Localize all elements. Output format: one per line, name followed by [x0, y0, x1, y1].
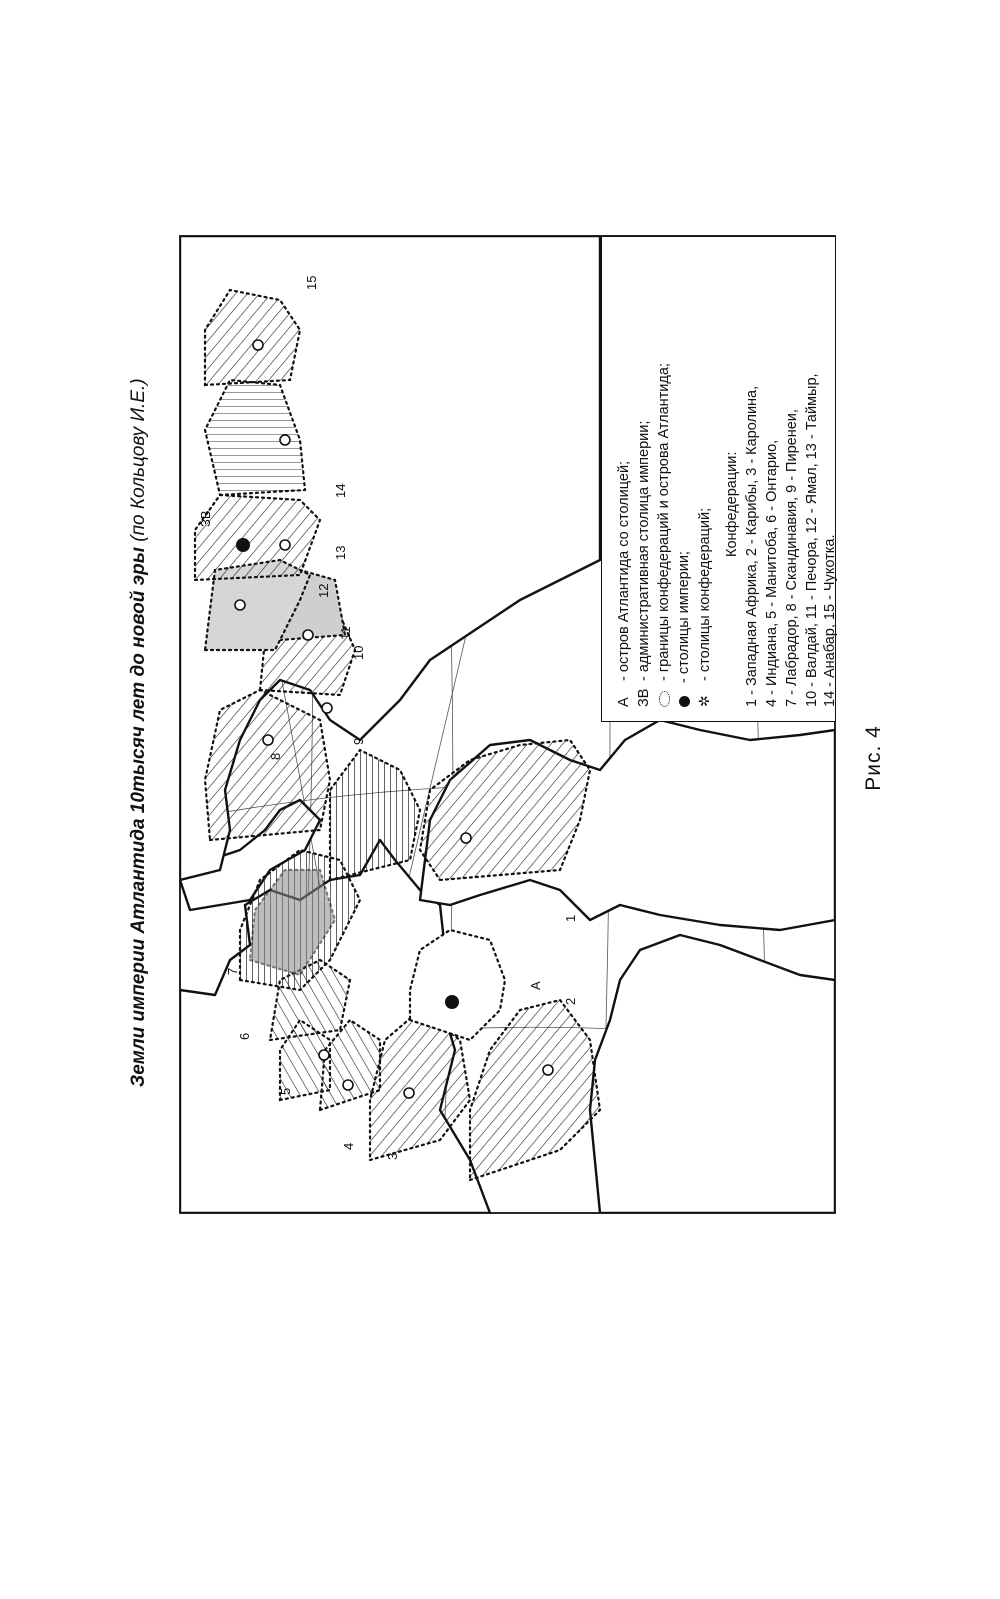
legend-text: - столицы конфедераций; — [697, 507, 713, 681]
admin-capital-dot-icon — [236, 538, 250, 552]
region-9 — [330, 750, 420, 880]
legend-item — [676, 551, 692, 707]
legend-item — [656, 363, 672, 707]
confederations-title: Конфедерации: — [724, 451, 740, 557]
region-8 — [205, 690, 330, 840]
legend-item — [616, 461, 632, 707]
label-2: 2 — [563, 997, 578, 1005]
legend-symbol-A: А — [616, 697, 632, 707]
legend-item — [636, 421, 652, 707]
label-8: 8 — [268, 752, 283, 760]
label-15: 15 — [304, 275, 319, 290]
capital-dot-icon — [679, 696, 690, 707]
label-1: 1 — [563, 914, 578, 922]
confed-line: 14 - Анабар, 15 - Чукотка. — [822, 534, 838, 707]
label-7: 7 — [225, 967, 240, 975]
confed-line: 7 - Лабрадор, 8 - Скандинавия, 9 - Пиренеи, — [784, 409, 800, 707]
label-6: 6 — [237, 1032, 252, 1040]
confed-line: 4 - Индиана, 5 - Манитоба, 6 - Онтарио, — [764, 439, 780, 707]
label-A: А — [528, 981, 543, 990]
label-12: 12 — [316, 583, 331, 598]
confed-line: 10 - Валдай, 11 - Печора, 12 - Ямал, 13 - Таймыр, — [804, 373, 820, 707]
map-title-author: (по Кольцову И.Е.) — [128, 378, 149, 542]
region-2 — [470, 997, 600, 1180]
legend-text: - границы конфедераций и острова Атлантида; — [656, 363, 672, 681]
confed-line: 1 - Западная Африка, 2 - Карибы, 3 - Каролина, — [744, 385, 760, 707]
label-3: 3 — [385, 1152, 400, 1160]
dotted-border-icon — [659, 691, 670, 707]
label-3B: ЗВ — [198, 510, 213, 527]
label-11: 11 — [338, 626, 353, 640]
legend-text: - столицы империи; — [676, 551, 692, 683]
map-title-main: Земли империи Атлантида 10тысяч лет до новой эры — [128, 547, 149, 1087]
star-icon: ✲ — [696, 695, 712, 707]
region-1 — [420, 740, 590, 880]
label-10: 10 — [351, 645, 366, 660]
legend-text: - остров Атлантида со столицей; — [616, 460, 632, 681]
label-5: 5 — [278, 1087, 293, 1095]
legend-text: - административная столица империи; — [636, 420, 652, 681]
label-13: 13 — [333, 545, 348, 560]
legend — [601, 236, 836, 722]
figure-caption: Рис. 4 — [862, 725, 885, 791]
legend-item — [696, 508, 713, 707]
region-13 — [195, 495, 320, 580]
label-9: 9 — [351, 737, 366, 745]
label-4: 4 — [341, 1142, 356, 1150]
legend-symbol-3B: ЗВ — [636, 688, 652, 707]
label-14: 14 — [333, 483, 348, 498]
south-america — [590, 935, 835, 1213]
atlantis-capital-dot-icon — [445, 995, 459, 1009]
